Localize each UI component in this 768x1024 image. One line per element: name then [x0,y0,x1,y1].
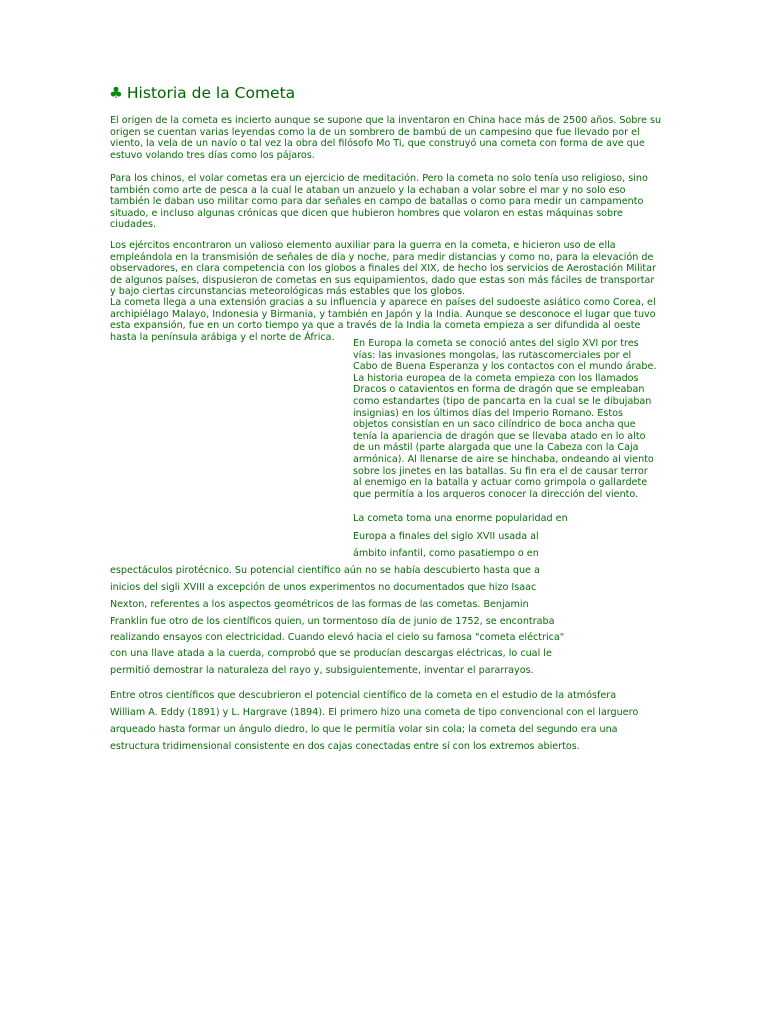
paragraph-europe-dracos: En Europa la cometa se conoció antes del siglo XVI por tres vías: las invasiones mongolas, las rutascomerciales por el Cabo de Buena Esperanza y los contactos con el mundo árabe. La historia europea de la cometa empieza con los llamados Dracos o catavientos en forma de dragón que se empleaban como estandartes (tipo de pancarta en la cual se le dibujaban insignias) en los últimos días del Imperio Romano. Estos objetos consistían en un saco cilíndrico de boca ancha que tenía la apariencia de dragón que se llevaba atado en lo alto de un mástil (parte alargada que une la Cabeza con la Caja armónica). Al llenarse de aire se hinchaba, ondeando al viento sobre los jinetes en las batallas. Su fin era el de causar terror al enemigo en la batalla y actuar como grimpola o gallardete que permitía a los arqueros conocer la dirección del viento. [353,338,657,500]
text-line: Entre otros científicos que descubrieron el potencial científico de la cometa en el estudio de la atmósfera [110,690,617,701]
text-line: estructura tridimensional consistente en dos cajas conectadas entre sí con los extremos abiertos. [110,741,580,752]
paragraph-origin: El origen de la cometa es incierto aunque se supone que la inventaron en China hace más de 2500 años. Sobre su origen se cuentan varias leyendas como la de un sombrero de bambú de un campesino que fue llevado por el viento, la vela de un navío o tal vez la obra del filósofo Mo Ti, que construyó una cometa con forma de ave que estuvo volando tres días como los pájaros. [110,115,662,161]
text-line: arqueado hasta formar un ángulo diedro, lo que le permitía volar sin cola; la cometa del segundo era una [110,724,618,735]
page-title [109,84,295,102]
text-line: La cometa toma una enorme popularidad en [353,513,568,524]
text-line: inicios del sigli XVIII a excepción de unos experimentos no documentados que hizo Isaac [110,582,537,593]
text-line: con una llave atada a la cuerda, comprobó que se producían descargas eléctricas, lo cual le [110,648,552,659]
text-line: Nexton, referentes a los aspectos geométricos de las formas de las cometas. Benjamin [110,599,529,610]
text-line: Europa a finales del siglo XVII usada al [353,531,539,542]
text-line: espectáculos pirotécnico. Su potencial científico aún no se había descubierto hasta que a [110,565,540,576]
paragraph-chinese-uses: Para los chinos, el volar cometas era un ejercicio de meditación. Pero la cometa no solo tenía uso religioso, sino también como arte de pesca a la cual le ataban un anzuelo y la echaban a volar sobre el mar y no solo eso también le daban uso militar como para dar señales en campo de batallas o como para medir un campamento situado, e incluso algunas crónicas que dicen que hubieron hombres que volaron en estas máquinas sobre ciudades. [110,173,648,231]
page-title-text: Historia de la Cometa [126,84,296,102]
text-line: William A. Eddy (1891) y L. Hargrave (1894). El primero hizo una cometa de tipo convencional con el larguero [110,707,639,718]
text-line: ámbito infantil, como pasatiempo o en [353,548,539,559]
text-line: Franklin fue otro de los científicos quien, un tormentoso día de junio de 1752, se encontraba [110,616,555,627]
paragraph-military-uses: Los ejércitos encontraron un valioso elemento auxiliar para la guerra en la cometa, e hicieron uso de ella empleándola en la transmisión de señales de día y noche, para medir distancias y como no, para la elevación de observadores, en clara competencia con los globos a finales del XIX, de hecho los servicios de Aerostación Militar de algunos países, dispusieron de cometas en sus equipamientos, dado que estas son más fáciles de transportar y bajo ciertas circunstancias meteorológicas más estables que los globos. [110,240,656,298]
text-line: permitió demostrar la naturaleza del rayo y, subsiguientemente, inventar el pararrayos. [110,665,534,676]
text-line: realizando ensayos con electricidad. Cuando elevó hacia el cielo su famosa "cometa eléctrica" [110,632,565,643]
paragraph-asian-expansion: La cometa llega a una extensión gracias a su influencia y aparece en países del sudoeste asiático como Corea, el archipiélago Malayo, Indonesia y Birmania, y también en Japón y la India. Aunque se desconoce el lugar que tuvo esta expansión, fue en un corto tiempo ya que a través de la India la cometa empieza a ser difundida al oeste hasta la península arábiga y el norte de África. [110,297,656,343]
club-icon: ♣ [109,84,123,102]
